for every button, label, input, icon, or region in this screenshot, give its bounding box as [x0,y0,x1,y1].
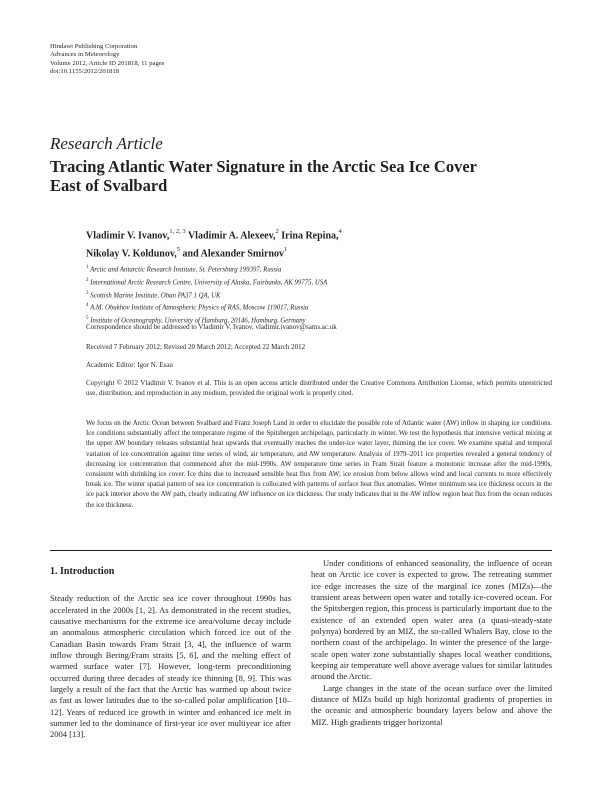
affiliation-text: Institute of Oceanography, University of Hamburg, 20146, Hamburg, Germany [90,317,306,325]
publisher-name: Hindawi Publishing Corporation [50,43,138,50]
author-affil-sup: 5 [176,245,181,253]
affiliation-sup: 3 [86,290,89,296]
journal-header [50,43,164,76]
author-line-2 [86,244,342,262]
affiliation-item [86,263,327,276]
affiliation-item [86,276,327,289]
article-type: Research Article [50,134,163,153]
author-affil-sup: 1, 2, 3 [169,228,186,235]
volume-info: Volume 2012, Article ID 201818, 11 pages [50,59,165,67]
affiliation-item [86,301,327,314]
article-title [50,157,477,195]
section-heading: 1. Introduction [50,566,115,577]
affiliation-list [86,263,327,327]
author-affil-sup: 4 [338,228,342,235]
author-affil-sup: 1 [284,245,288,253]
abstract-text: We focus on the Arctic Ocean between Svalbard and Franz Joseph Land in order to elucidate the possible role of Atlantic water (AW) inflow in shaping ice conditions. Ice conditions substantially affect the temperature regime of the Spitsbergen archipelago, particularly in winter. We test the hypothesis that intensive vertical mixing at the upper AW boundary releases substantial heat upwards that eventually reaches the under-ice water layer, thinning the ice cover. We examine spatial and temporal variation of ice concentration against time series of wind, air temperature, and AW temperature. Analysis of 1979–2011 ice properties revealed a general tendency of decreasing ice concentration that commenced after the mid-1990s. AW temperature time series in Fram Strait feature a monotonic increase after the mid-1990s, consistent with shrinking ice cover. Ice thins due to increased sensible heat flux from AW; ice erosion from below allows wind and local currents to more effectively break ice. The winter spatial pattern of sea ice concentration is collocated with patterns of surface heat flux anomalies. Winter minimum sea ice thickness occurs in the ice pack interior above the AW path, clearly indicating AW influence on ice thickness. Our study indicates that in the AW inflow region heat flux from the ocean reduces the ice thickness. [86,420,552,509]
academic-editor: Academic Editor: Igor N. Esau [86,361,173,369]
correspondence-note: Correspondence should be addressed to Vladimir V. Ivanov, vladimir.ivanov@sams.ac.uk [86,323,337,331]
title-line-2: East of Svalbard [50,176,168,195]
affiliation-text: A.M. Obukhov Institute of Atmospheric Physics of RAS, Moscow 119017, Russia [90,304,309,312]
author-affil-sup: 2 [275,228,279,235]
title-line-1: Tracing Atlantic Water Signature in the Arctic Sea Ice Cover [50,157,477,176]
affiliation-item [86,289,327,302]
author-name: Vladimir A. Alexeev, [187,230,276,242]
author-name: Nikolay V. Koldunov, [86,248,177,260]
author-name: and Alexander Smirnov [182,248,285,260]
body-paragraph: Steady reduction of the Arctic sea ice cover throughout 1990s has accelerated in the 2000s [1, 2]. As demonstrated in the recent studies, causative mechanisms for the extreme ice area/volume decay include an anomalous atmospheric circulation which forced ice out of the Canadian Basin towards Fram Strait [3, 4], the influence of warm inflow through Bering/Fram straits [5, 6], and the melting effect of warmed surface water [7]. However, long-term preconditioning occurred during three decades of steady ice thinning [8, 9]. This was largely a result of the fact that the Arctic has warmed up about twice as fast as lower latitudes due to the so-called polar amplification [10–12]. Years of reduced ice growth in winter and enhanced ice melt in summer led to the dominance of first-year ice over multiyear ice after 2004 [13]. [50,593,291,740]
right-column [311,558,552,728]
body-paragraph: Large changes in the state of the ocean surface over the limited distance of MIZs build up high horizontal gradients of properties in the oceanic and atmospheric boundary layers below and above the MIZ. High gradients trigger horizontal [311,682,552,727]
author-list [86,226,342,262]
affiliation-text: Scottish Marine Institute, Oban PA37 1 QA, UK [90,291,221,299]
affiliation-sup: 5 [86,316,89,322]
copyright-notice: Copyright © 2012 Vladimir V. Ivanov et al. This is an open access article distributed under the Creative Commons Attribution License, which permits unrestricted use, distribution, and reproduction in any medium, provided the original work is properly cited. [86,379,552,398]
affiliation-text: Arctic and Antarctic Research Institute, St. Petersburg 199397, Russia [90,266,282,274]
affiliation-sup: 4 [86,303,89,309]
author-line-1 [86,226,342,244]
left-column [50,562,291,741]
author-name: Vladimir V. Ivanov, [86,230,170,242]
submission-dates: Received 7 February 2012; Revised 20 March 2012; Accepted 22 March 2012 [86,343,306,351]
affiliation-sup: 2 [86,277,89,283]
body-paragraph: Under conditions of enhanced seasonality, the influence of ocean heat on Arctic ice cover is expected to grow. The retreating summer ice edge increases the size of the marginal ice zones (MIZs)—the transient areas between open water and totally ice-covered ocean. For the Spitsbergen region, this process is particularly important due to the existence of an extended open water area (a quasi-steady-state polynya) bordered by an MIZ, the so-called Whalers Bay, close to the northern coast of the archipelago. In winter the presence of the large-scale open water zone substantially shapes local weather conditions, keeping air temperature well above average values for similar latitudes around the Arctic. [311,558,552,682]
author-name: Irina Repina, [281,230,339,242]
journal-name: Advances in Meteorology [50,51,120,59]
affiliation-text: International Arctic Research Centre, University of Alaska, Fairbanks, AK 99775, USA [90,279,328,287]
affiliation-sup: 1 [86,265,89,270]
section-divider [50,550,552,551]
doi-link[interactable]: doi:10.1155/2012/201818 [50,67,120,75]
